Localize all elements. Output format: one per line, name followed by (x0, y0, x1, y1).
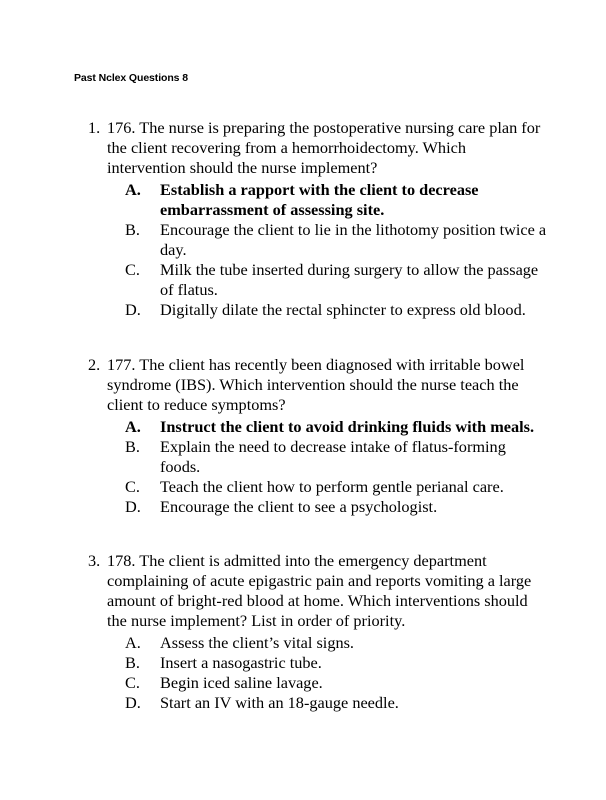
option-text: Insert a nasogastric tube. (160, 653, 322, 672)
question-text: 178. The client is admitted into the emergency department complaining of acute epigastric pain and reports vomiting a large amount of bright-red blood at home. Which interventions should the nurse implement? List in order of priority. (107, 551, 532, 630)
answer-option-d (125, 497, 548, 517)
option-letter: D. (125, 693, 141, 712)
option-letter: C. (125, 260, 140, 279)
page-header: Past Nclex Questions 8 (74, 72, 188, 84)
answer-option-a (125, 417, 548, 437)
option-text: Instruct the client to avoid drinking fluids with meals. (160, 417, 535, 436)
question-text: 176. The nurse is preparing the postoperative nursing care plan for the client recovering from a hemorrhoidectomy. Which intervention should the nurse implement? (107, 118, 541, 177)
option-letter: D. (125, 300, 141, 319)
option-text: Digitally dilate the rectal sphincter to express old blood. (160, 300, 526, 319)
option-text: Assess the client’s vital signs. (160, 633, 355, 652)
question-number: 3. (88, 551, 101, 570)
option-letter: B. (125, 437, 140, 456)
question-3 (88, 551, 548, 713)
question-number: 2. (88, 355, 101, 374)
answer-option-a (125, 180, 548, 220)
answer-option-d (125, 300, 548, 320)
answer-options (125, 417, 548, 517)
answer-options (125, 633, 548, 713)
option-letter: A. (125, 633, 141, 652)
answer-option-b (125, 437, 548, 477)
option-text: Establish a rapport with the client to decrease embarrassment of assessing site. (160, 180, 479, 219)
option-text: Start an IV with an 18-gauge needle. (160, 693, 399, 712)
question-1 (88, 118, 548, 320)
option-text: Explain the need to decrease intake of flatus-forming foods. (160, 437, 506, 476)
option-text: Encourage the client to lie in the lithotomy position twice a day. (160, 220, 547, 259)
question-2 (88, 355, 548, 517)
option-letter: B. (125, 653, 140, 672)
option-letter: A. (125, 180, 141, 199)
answer-option-b (125, 220, 548, 260)
answer-option-d (125, 693, 548, 713)
option-letter: C. (125, 477, 140, 496)
option-letter: A. (125, 417, 141, 436)
question-number: 1. (88, 118, 101, 137)
answer-option-c (125, 260, 548, 300)
answer-option-c (125, 477, 548, 497)
option-text: Encourage the client to see a psychologist. (160, 497, 438, 516)
answer-option-c (125, 673, 548, 693)
option-letter: B. (125, 220, 140, 239)
option-text: Teach the client how to perform gentle perianal care. (160, 477, 504, 496)
option-letter: D. (125, 497, 141, 516)
option-text: Milk the tube inserted during surgery to allow the passage of flatus. (160, 260, 539, 299)
answer-options (125, 180, 548, 320)
answer-option-a (125, 633, 548, 653)
question-text: 177. The client has recently been diagnosed with irritable bowel syndrome (IBS). Which intervention should the nurse teach the client to reduce symptoms? (107, 355, 525, 414)
answer-option-b (125, 653, 548, 673)
option-letter: C. (125, 673, 140, 692)
option-text: Begin iced saline lavage. (160, 673, 323, 692)
